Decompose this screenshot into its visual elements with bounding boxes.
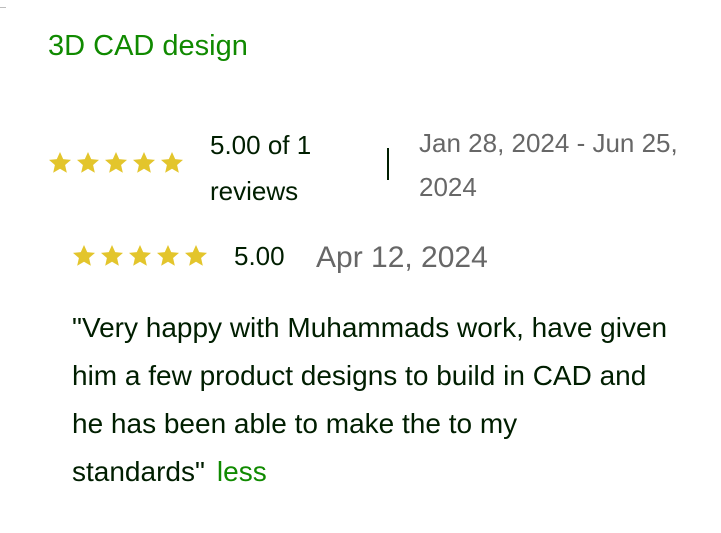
star-icon: [131, 150, 157, 176]
star-icon: [155, 243, 181, 269]
star-icon: [183, 243, 209, 269]
star-icon: [103, 150, 129, 176]
job-title-link[interactable]: 3D CAD design: [48, 30, 248, 62]
star-icon: [159, 150, 185, 176]
review-comment: [72, 304, 672, 496]
review-star-rating: [71, 243, 209, 269]
star-icon: [71, 243, 97, 269]
less-link[interactable]: less: [216, 456, 267, 487]
corner-divider: [0, 7, 6, 8]
star-icon: [47, 150, 73, 176]
contract-date-range: Jan 28, 2024 - Jun 25, 2024: [419, 128, 678, 202]
summary-star-rating: [47, 150, 185, 176]
star-icon: [75, 150, 101, 176]
star-icon: [99, 243, 125, 269]
star-icon: [127, 243, 153, 269]
summary-rating-text: 5.00 of 1 reviews: [210, 130, 312, 206]
review-comment-text: "Very happy with Muhammads work, have given him a few product designs to build in CAD and he has been able to make the to my standards": [72, 312, 668, 487]
review-score: 5.00: [234, 241, 285, 271]
review-date: Apr 12, 2024: [316, 241, 488, 274]
vertical-divider: [387, 148, 389, 180]
